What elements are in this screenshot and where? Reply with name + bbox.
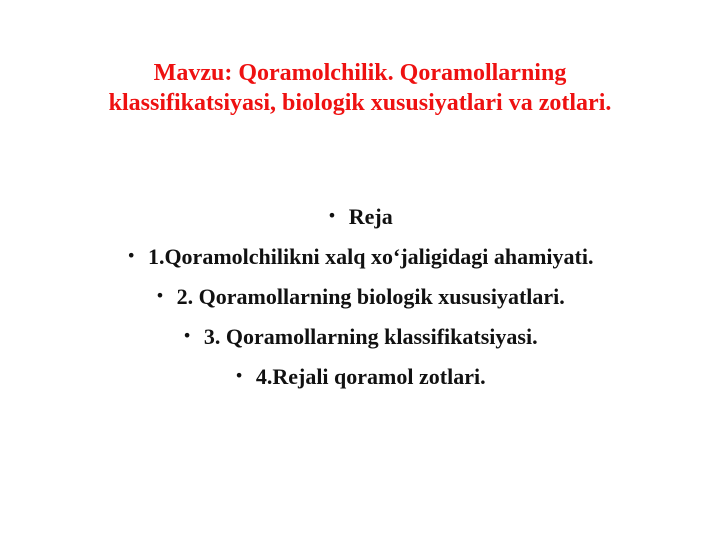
bullet-text: 1.Qoramolchilikni xalq xo‘jaligidagi ahamiyati.	[147, 244, 594, 269]
slide-title	[40, 58, 680, 118]
bullet-text: 2. Qoramollarning biologik xususiyatlari.	[176, 284, 565, 309]
title-line-2: klassifikatsiyasi, biologik xususiyatlari va zotlari.	[108, 90, 612, 116]
bullet-item-1	[20, 236, 700, 276]
bullet-item-2	[20, 276, 700, 316]
bullet-dot-icon: •	[182, 326, 192, 345]
bullet-item-reja	[20, 196, 700, 236]
bullet-item-3	[20, 316, 700, 356]
bullet-text: 4.Rejali qoramol zotlari.	[255, 364, 486, 389]
bullet-dot-icon: •	[126, 246, 136, 265]
bullet-dot-icon: •	[155, 286, 165, 305]
bullet-text: Reja	[348, 204, 393, 229]
bullet-dot-icon: •	[327, 206, 337, 225]
bullet-item-4	[20, 356, 700, 396]
bullet-dot-icon: •	[234, 366, 244, 385]
bullet-list	[20, 196, 700, 396]
title-line-1: Mavzu: Qoramolchilik. Qoramollarning	[153, 60, 567, 86]
bullet-text: 3. Qoramollarning klassifikatsiyasi.	[203, 324, 538, 349]
